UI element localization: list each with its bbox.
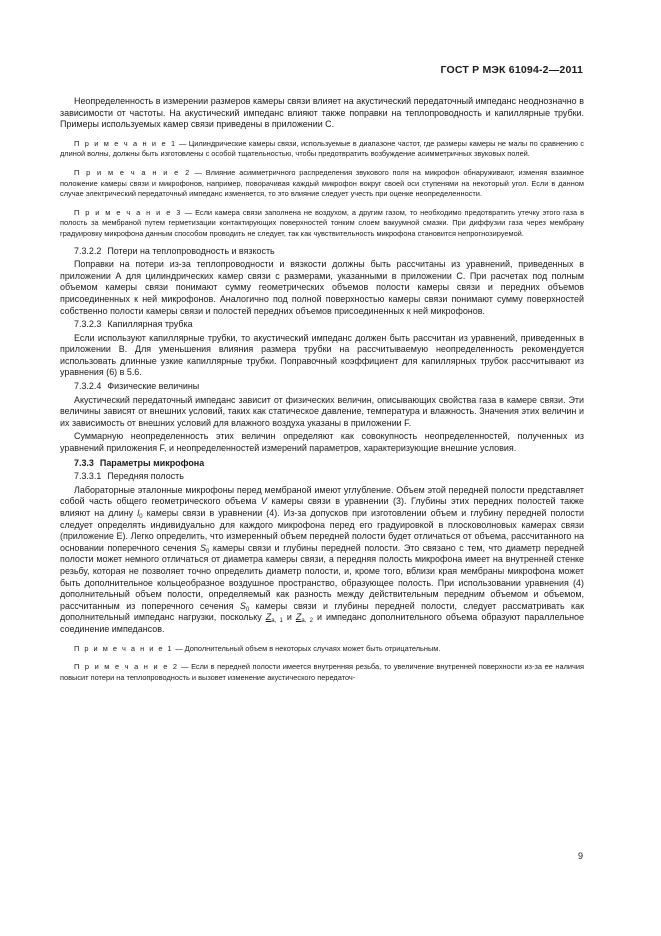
symbol-Z: Z	[295, 612, 302, 623]
symbol-Z: Z	[265, 612, 272, 623]
section-number: 7.3.2.2	[74, 245, 102, 256]
standard-header: ГОСТ Р МЭК 61094-2—2011	[440, 64, 583, 76]
note-3	[60, 208, 584, 240]
subscript: 0	[139, 514, 143, 520]
note-label: П р и м е ч а н и е 1	[74, 138, 177, 148]
section-number: 7.3.3	[74, 457, 94, 468]
paragraph-front-cavity	[60, 485, 584, 636]
section-number: 7.3.2.3	[74, 319, 102, 330]
paragraph-thermal-losses: Поправки на потери из-за теплопроводности и вязкости должны быть рассчитаны из уравнений, приведенных в приложении А для цилиндрических камер связи с размерами, указанными в приложении С. При расчетах под полным объемом камеры связи понимают сумму геометрических объемов полости камеры связи и передних объемов присоединенных к ней микрофонов. Аналогично под полной поверхностью камеры связи понимают сумму поверхностей собственно полости камеры связи и полостей передних объемов присоединенных к ней микрофонов.	[60, 259, 584, 316]
paragraph-capillary: Если используют капиллярные трубки, то акустический импеданс должен быть рассчитан из уравнений, приведенных в приложении В. Для уменьшения влияния размера трубки на рассчитываемую неопределенность рекомендуется использовать длинные узкие капиллярные трубки. Поправочный коэффициент для капиллярных трубок рассчитывают из уравнения (6) в 5.6.	[60, 332, 584, 378]
text-run: и	[282, 612, 296, 623]
symbol-l: l	[137, 508, 140, 518]
note-additional-volume	[60, 644, 584, 655]
note-thread	[60, 662, 584, 683]
note-2	[60, 168, 584, 200]
symbol-V: V	[261, 496, 267, 507]
section-7-3-2-2-heading	[60, 246, 584, 258]
text-run: камеры связи и глубины передней полости. Это связано с тем, что диаметр передней полости может немного отличаться от диаметра камеры связи, а передняя полость микрофона имеет на внутренней стенке резьбу, которая не позволяет точно определить диаметр полости, и, кроме того, вблизи края мембраны микрофона может быть дополнительное кольцеобразное воздушное пространство, образующее полость. При использовании уравнения (4) дополнительный объем полости, определяемый как разность между действительным передним объемом и объемом, рассчитанным из поперечного сечения	[60, 542, 584, 611]
page-number: 9	[577, 851, 583, 861]
symbol-S: S	[239, 600, 246, 611]
section-title: Передняя полость	[107, 471, 184, 482]
note-text: — Если в передней полости имеется внутренняя резьба, то увеличение внутренней поверхности из-за ее наличия повысит потери на теплопроводность и вызовет изменение акустического передаточ-	[60, 662, 584, 682]
section-7-3-2-4-heading	[60, 381, 584, 393]
section-title: Физические величины	[107, 381, 200, 392]
body-text	[60, 96, 584, 689]
paragraph-intro: Неопределенность в измерении размеров камеры связи влияет на акустический передаточный импеданс неоднозначно в зависимости от частоты. На акустический импеданс влияют также поправки на теплопроводность и капиллярные трубки. Примеры используемых камер связи приведены в приложении С.	[60, 96, 584, 130]
text-run: камеры связи в уравнении (3). Глубины этих передних полостей также влияют на длину	[60, 496, 585, 518]
subscript: 0	[245, 606, 250, 613]
note-text: — Влияние асимметричного распределения звукового поля на микрофон обнаруживают, изменяя взаимное положение камеры связи и микрофонов, например, поворачивая каждый микрофон вокруг своей оси ступенями на некоторый угол. Если в данном случае электрический передаточный импеданс изменяется, то это влияние следует учесть при оценке неопределенности.	[60, 167, 584, 199]
subscript: a, 1	[271, 618, 283, 625]
note-label: П р и м е ч а н и е 1	[74, 643, 174, 653]
note-label: П р и м е ч а н и е 2	[74, 167, 191, 177]
section-7-3-3-1-heading	[60, 471, 584, 483]
section-7-3-2-3-heading	[60, 319, 584, 331]
paragraph-physical-quantities: Акустический передаточный импеданс зависит от физических величин, описывающих свойства газа в камере связи. Эти величины зависят от внешних условий, таких как статическое давление, температура и влажность. Значения этих величин и их зависимость от внешних условий для влажного воздуха указаны в приложении F.	[60, 394, 584, 428]
note-1	[60, 139, 584, 160]
note-label: П р и м е ч а н и е 3	[74, 207, 182, 217]
note-text: — Цилиндрические камеры связи, используемые в диапазоне частот, где размеры камеры не малы по сравнению с длиной волны, должны быть изготовлены с особой тщательностью, чтобы предотвратить возбуждение асимметричных звуковых полей.	[60, 138, 585, 159]
text-run: камеры связи и глубины передней полости, следует рассматривать как дополнительный импеданс нагрузки, поскольку	[60, 600, 584, 623]
section-number: 7.3.3.1	[74, 471, 102, 482]
paragraph-combined-uncertainty: Суммарную неопределенность этих величин определяют как совокупность неопределенностей, полученных из уравнений приложения F, и неопределенностей измерений параметров, характеризующие внешние условия.	[60, 431, 584, 454]
note-text: — Если камера связи заполнена не воздухом, а другим газом, то необходимо предотвратить утечку этого газа в полость за мембраной путем герметизации контактирующих поверхностей тонким слоем вакуумной смазки. При диффузии газа через мембрану градуировку микрофона данным способом проводить не следует, так как чувствительность микрофона становится непрогнозируемой.	[60, 207, 585, 238]
text-run: камеры связи в уравнении (4). Из-за допусков при изготовлении объем и глубину передней полости следует определять индивидуально для каждого микрофона перед его градуировкой в плосковолновых камерах связи (приложение Е). Легко определить, что измеренный объем передней полости будет отличаться от объема, рассчитанного на основании поперечного сечения	[60, 508, 584, 553]
subscript: 0	[205, 548, 210, 555]
section-number: 7.3.2.4	[74, 381, 102, 392]
note-text: — Дополнительный объем в некоторых случаях может быть отрицательным.	[173, 643, 441, 653]
text-run: Лабораторные эталонные микрофоны перед мембраной имеют углубление. Объем этой передней полости представляет собой часть общего геометрического объема	[60, 484, 584, 507]
subscript: a, 2	[301, 618, 313, 625]
section-7-3-3-heading	[60, 458, 584, 470]
note-label: П р и м е ч а н и е 2	[74, 662, 179, 672]
section-title: Параметры микрофона	[99, 457, 205, 468]
symbol-S: S	[200, 542, 206, 553]
text-run: и импеданс дополнительного объема образуют параллельное соединение импедансов.	[60, 612, 584, 634]
section-title: Потери на теплопроводность и вязкость	[107, 245, 275, 256]
section-title: Капиллярная трубка	[107, 319, 193, 330]
